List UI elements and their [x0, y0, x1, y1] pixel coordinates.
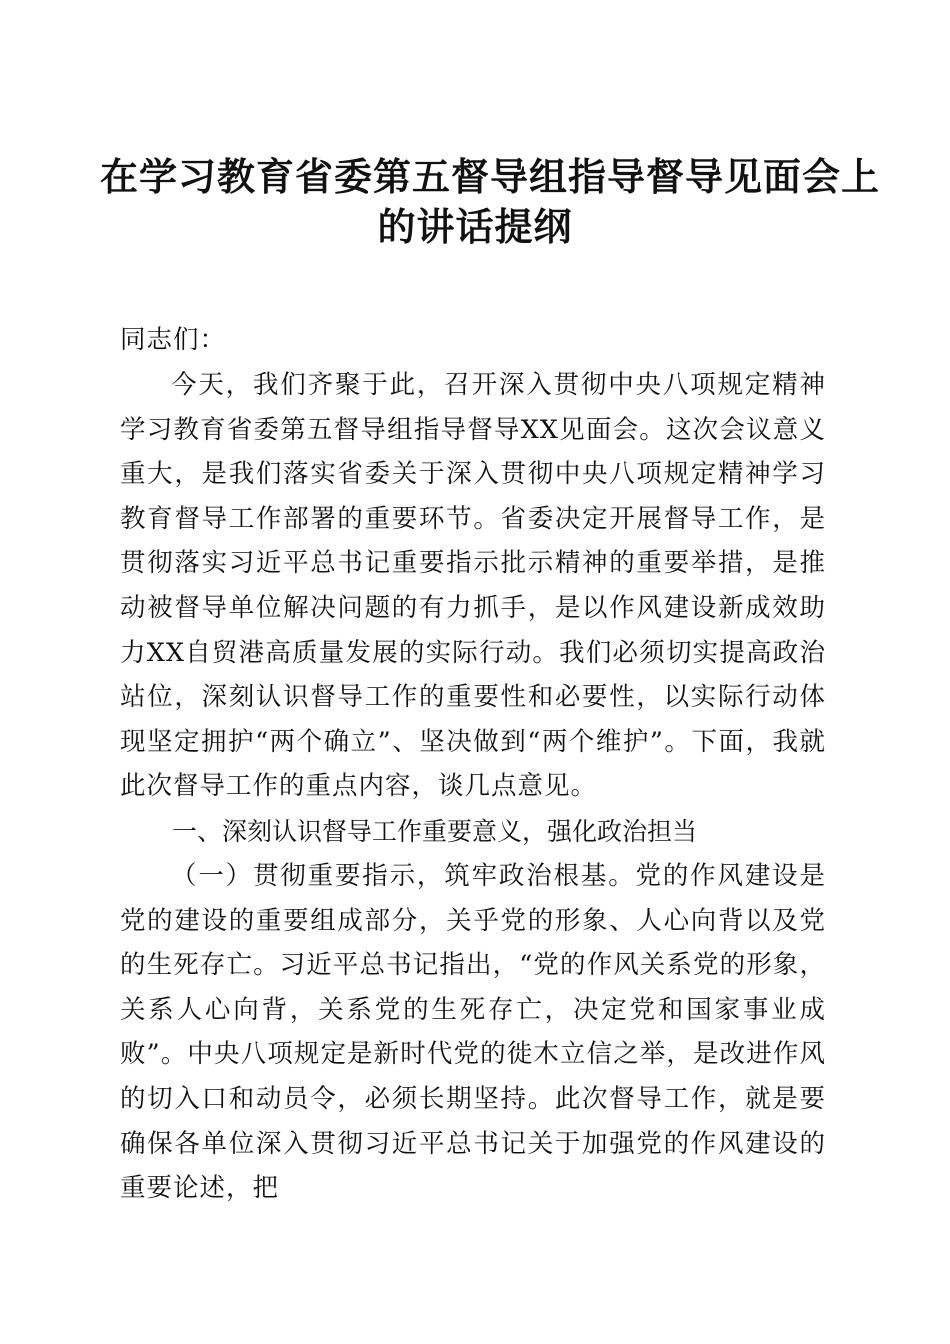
intro-block	[120, 363, 826, 809]
intro-paragraph: 今天，我们齐聚于此，召开深入贯彻中央八项规定精神学习教育省委第五督导组指导督导XX见面会。这次会议意义重大，是我们落实省委关于深入贯彻中央八项规定精神学习教育督导工作部署的重要环节。省委决定开展督导工作，是贯彻落实习近平总书记重要指示批示精神的重要举措，是推动被督导单位解决问题的有力抓手，是以作风建设新成效助力XX自贸港高质量发展的实际行动。我们必须切实提高政治站位，深刻认识督导工作的重要性和必要性，以实际行动体现坚定拥护“两个确立”、坚决做到“两个维护”。下面，我就此次督导工作的重点内容，谈几点意见。	[120, 370, 826, 802]
section1-paragraph: （一）贯彻重要指示，筑牢政治根基。党的作风建设是党的建设的重要组成部分，关乎党的形象、人心向背以及党的生死存亡。习近平总书记指出，“党的作风关系党的形象，关系人心向背，关系党的生死存亡，决定党和国家事业成败”。中央八项规定是新时代党的徙木立信之举，是改进作风的切入口和动员令，必须长期坚持。此次督导工作，就是要确保各单位深入贯彻习近平总书记关于加强党的作风建设的重要论述，把	[120, 861, 826, 1204]
document-title	[100, 152, 881, 252]
title-line-2: 的讲话提纲	[377, 204, 573, 249]
section1-block	[120, 854, 826, 1211]
title-line-1: 在学习教育省委第五督导组指导督导见面会上	[100, 154, 881, 199]
section-heading-1: 一、深刻认识督导工作重要意义，强化政治担当	[172, 817, 698, 846]
salutation: 同志们：	[120, 325, 227, 355]
